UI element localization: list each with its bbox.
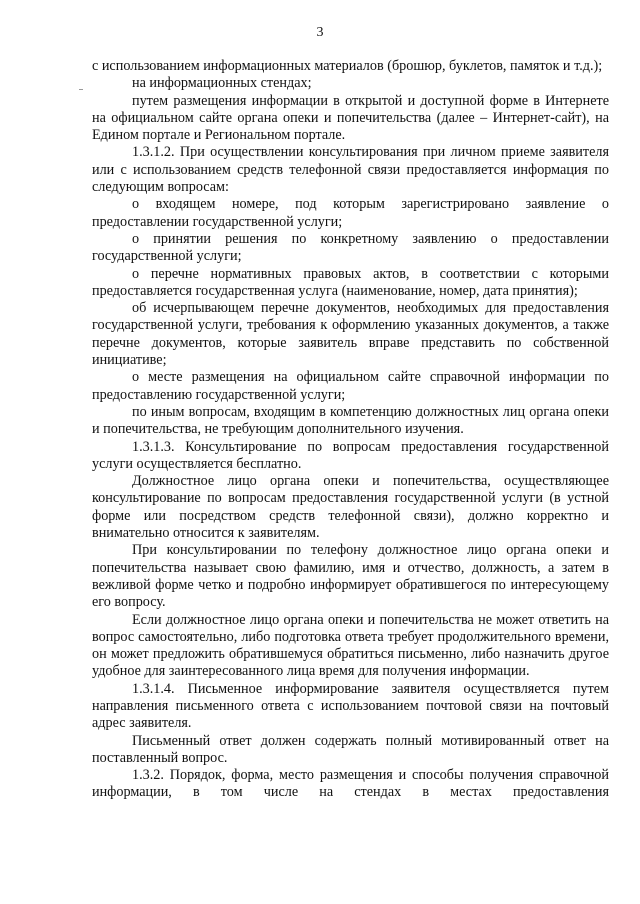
paragraph: 1.3.2. Порядок, форма, место размещения и способы получения справочной информации, в том числе на стендах в местах предоставления [92,767,609,801]
paragraph: При консультировании по телефону должностное лицо органа опеки и попечительства называет свою фамилию, имя и отчество, должность, а затем в вежливой форме четко и подробно информирует обратившегося по интересующему его вопросу. [92,542,609,611]
paragraph: путем размещения информации в открытой и доступной форме в Интернете на официальном сайте органа опеки и попечительства (далее – Интернет-сайт), на Едином портале и Региональном портале. [92,92,609,144]
paragraph: об исчерпывающем перечне документов, необходимых для предоставления государственной услуги, требования к оформлению указанных документов, а также перечне документов, которые заявитель вправе представить по собственной инициативе; [92,300,609,369]
paragraph: о принятии решения по конкретному заявлению о предоставлении государственной услуги; [92,230,609,265]
paragraph: о перечне нормативных правовых актов, в соответствии с которыми предоставляется государственная услуга (наименование, номер, дата принятия); [92,265,609,299]
paragraph: о входящем номере, под которым зарегистрировано заявление о предоставлении государственной услуги; [92,196,609,230]
paragraph: на информационных стендах; [132,75,312,92]
paragraph: с использованием информационных материалов (брошюр, буклетов, памяток и т.д.); [92,58,603,74]
paragraph: о месте размещения на официальном сайте справочной информации по предоставлению государственной услуги; [92,369,609,403]
scan-artifact [79,89,83,90]
paragraph: 1.3.1.2. При осуществлении консультирования при личном приеме заявителя или с использованием средств телефонной связи предоставляется информация по следующим вопросам: [92,144,609,196]
paragraph: Должностное лицо органа опеки и попечительства, осуществляющее консультирование по вопросам предоставления государственной услуги (в устной форме или посредством средств телефонной связи), должно корректно и внимательно относится к заявителям. [92,473,609,542]
paragraph: по иным вопросам, входящим в компетенцию должностных лиц органа опеки и попечительства, не требующим дополнительного изучения. [92,403,609,438]
paragraph: 1.3.1.4. Письменное информирование заявителя осуществляется путем направления письменного ответа с использованием почтовой связи на почтовый адрес заявителя. [92,680,609,732]
paragraph: Если должностное лицо органа опеки и попечительства не может ответить на вопрос самостоятельно, либо подготовка ответа требует продолжительного времени, он может предложить обратившемуся обратиться письменно, либо назначить другое удобное для заинтересованного лица время для получения информации. [92,611,609,680]
paragraph: 1.3.1.3. Консультирование по вопросам предоставления государственной услуги осуществляется бесплатно. [92,438,609,472]
document-body [92,58,609,802]
paragraph: Письменный ответ должен содержать полный мотивированный ответ на поставленный вопрос. [92,732,609,766]
page-number: 3 [316,25,324,40]
